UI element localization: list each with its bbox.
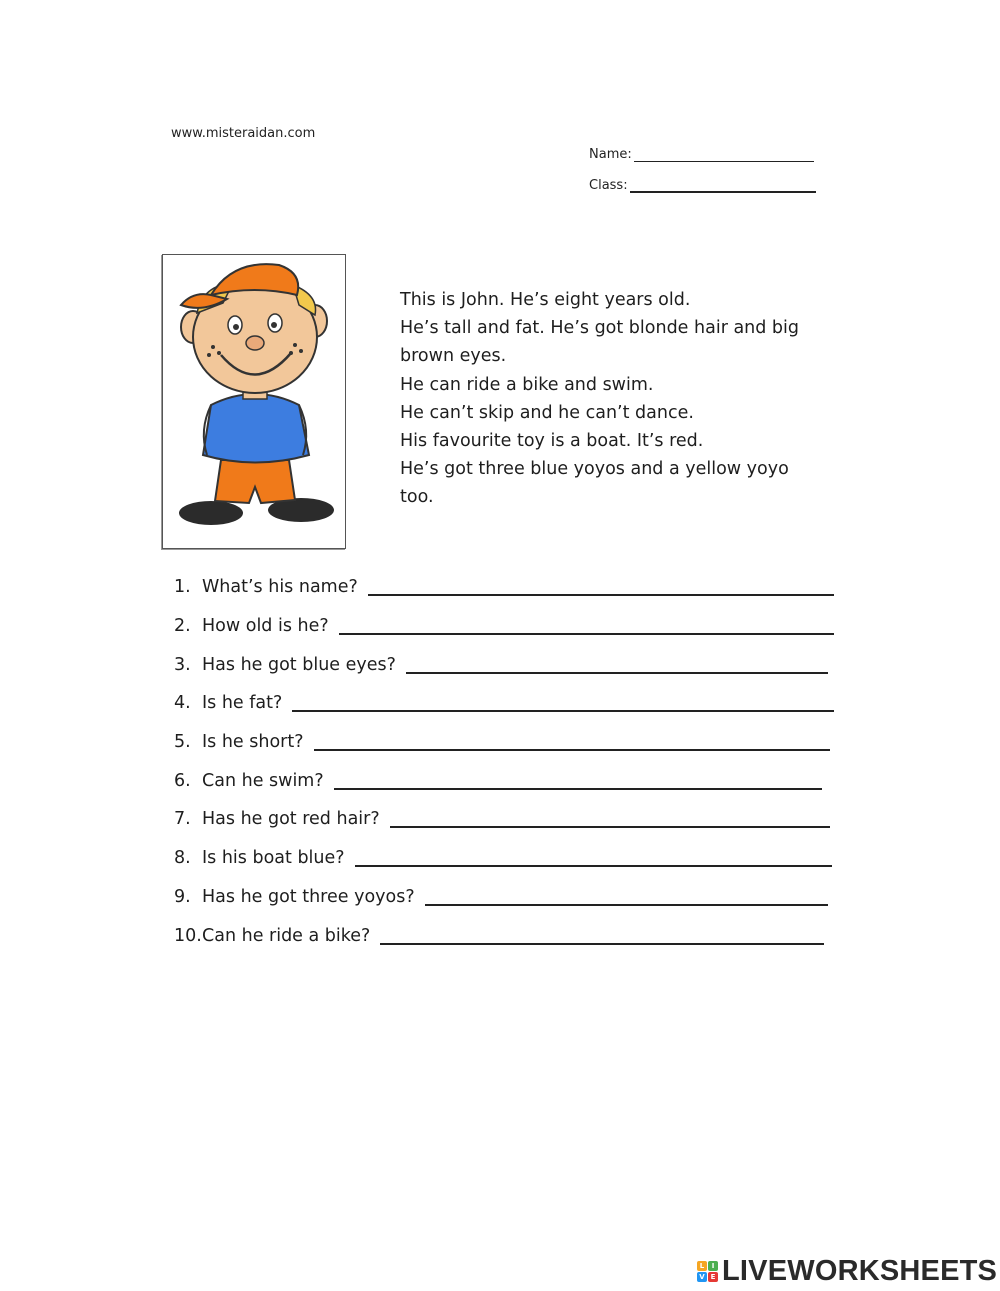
name-label: Name: [589,147,632,162]
question-list [174,568,834,955]
boy-illustration [163,255,345,548]
question-text: Is he short? [202,732,304,753]
logo-block: V [697,1272,707,1282]
question-row [174,723,834,762]
question-row [174,607,834,646]
question-row [174,916,834,955]
question-number: 10. [174,925,202,946]
class-label: Class: [589,178,628,193]
question-number: 5. [174,732,191,753]
question-number: 3. [174,654,191,675]
answer-line[interactable] [355,865,832,867]
reading-passage [400,286,840,512]
answer-line[interactable] [380,943,824,945]
question-row [174,645,834,684]
answer-line[interactable] [368,594,834,596]
passage-line: He’s tall and fat. He’s got blonde hair and big [400,318,800,339]
question-text: Is his boat blue? [202,848,345,869]
name-field [589,147,814,162]
question-text: What’s his name? [202,577,358,598]
question-row [174,568,834,607]
question-number: 4. [174,693,191,714]
question-row [174,684,834,723]
name-line[interactable] [634,149,814,162]
question-number: 1. [174,577,191,598]
john-picture [162,254,346,549]
question-row [174,878,834,917]
question-text: Has he got red hair? [202,809,380,830]
question-number: 2. [174,616,191,637]
passage-line: brown eyes. [400,346,507,367]
passage-line: too. [400,487,434,508]
class-line[interactable] [630,179,816,193]
question-number: 6. [174,770,191,791]
passage-line: He’s got three blue yoyos and a yellow yoyo [400,459,789,480]
answer-line[interactable] [425,904,828,906]
logo-block: I [708,1261,718,1271]
question-text: Can he swim? [202,770,324,791]
question-number: 7. [174,809,191,830]
passage-line: He can’t skip and he can’t dance. [400,402,694,423]
answer-line[interactable] [339,633,834,635]
question-text: Is he fat? [202,693,283,714]
question-row [174,800,834,839]
answer-line[interactable] [334,788,822,790]
liveworksheets-logo[interactable] [697,1255,997,1288]
class-field [589,178,816,193]
passage-line: This is John. He’s eight years old. [400,290,691,310]
question-text: Has he got three yoyos? [202,886,415,907]
question-row [174,839,834,878]
question-text: How old is he? [202,616,329,637]
question-number: 8. [174,848,191,869]
question-text: Can he ride a bike? [202,925,371,946]
site-url: www.misteraidan.com [171,126,316,141]
logo-wordmark: LIVEWORKSHEETS [722,1255,998,1287]
logo-block: L [697,1261,707,1271]
answer-line[interactable] [314,749,830,751]
answer-line[interactable] [390,826,830,828]
answer-line[interactable] [292,710,834,712]
question-text: Has he got blue eyes? [202,654,396,675]
logo-blocks-icon [697,1261,718,1282]
logo-block: E [708,1272,718,1282]
answer-line[interactable] [406,672,828,674]
question-row [174,761,834,800]
passage-line: His favourite toy is a boat. It’s red. [400,431,704,452]
passage-line: He can ride a bike and swim. [400,374,654,395]
question-number: 9. [174,886,191,907]
